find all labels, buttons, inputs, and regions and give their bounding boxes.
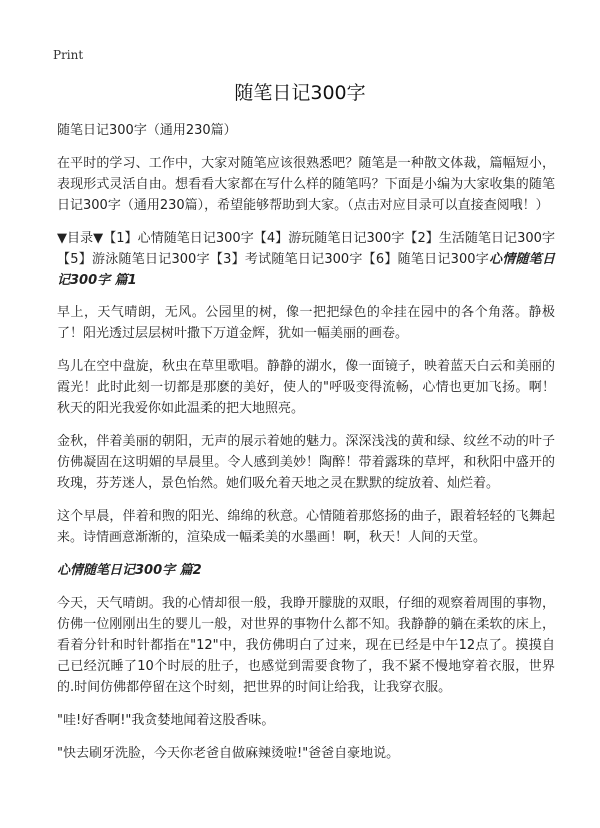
- print-label[interactable]: Print: [53, 48, 84, 62]
- paragraph: 这个早晨，伴着和煦的阳光、绵绵的秋意。心情随着那悠扬的曲子，跟着轻轻的飞舞起来。诗情画意渐渐的，渲染成一幅柔美的水墨画！啊，秋天！人间的天堂。: [57, 509, 555, 545]
- toc-link-2[interactable]: 【2】生活随笔日记300字: [404, 231, 555, 246]
- paragraph: 今天，天气晴朗。我的心情却很一般，我睁开朦胧的双眼，仔细的观察着周围的事物，仿佛一位刚刚出生的婴儿一般，对世界的事物什么都不知。我静静的躺在柔软的床上，看着分针和时针都指在"12"中，我仿佛明白了过来，现在已经是中午12点了。摸摸自己已经沉睡了10个时辰的肚子，也感觉到需要食物了，我不紧不慢地穿着衣服，世界的.时间仿佛都停留在这个时刻，把世界的时间让给我，让我穿衣服。: [57, 596, 555, 695]
- toc-link-4[interactable]: 【4】游玩随笔日记300字: [253, 231, 405, 246]
- section-heading-2: 心情随笔日记300字 篇2: [57, 563, 202, 578]
- article-body: [57, 120, 555, 776]
- paragraph: 金秋，伴着美丽的朝阳，无声的展示着她的魅力。深深浅浅的黄和绿、纹丝不动的叶子仿佛凝固在这明媚的早晨里。令人感到美妙！陶醉！带着露珠的草坪，和秋阳中盛开的玫瑰，芬芳迷人，景色怡然。她们吸允着天地之灵在默默的绽放着、灿烂着。: [57, 434, 555, 491]
- intro-paragraph: 在平时的学习、工作中，大家对随笔应该很熟悉吧？随笔是一种散文体裁，篇幅短小，表现形式灵活自由。想看看大家都在写什么样的随笔吗？下面是小编为大家收集的随笔日记300字（通用230篇），希望能够帮助到大家。（点击对应目录可以直接查阅哦！）: [57, 156, 555, 213]
- paragraph: 鸟儿在空中盘旋，秋虫在草里歌唱。静静的湖水，像一面镜子，映着蓝天白云和美丽的霞光！此时此刻一切都是那麽的美好，使人的"呼吸变得流畅，心情也更加飞扬。啊！秋天的阳光我爱你如此温柔的把大地照亮。: [57, 359, 555, 416]
- article-subtitle: 随笔日记300字（通用230篇）: [57, 123, 237, 138]
- toc-link-5[interactable]: 【5】游泳随笔日记300字: [57, 252, 210, 267]
- paragraph: "快去刷牙洗脸，今天你老爸自做麻辣烫啦!"爸爸自豪地说。: [57, 746, 400, 761]
- table-of-contents: [57, 228, 555, 291]
- section-heading-1: 心情随笔日记300字 篇1: [57, 252, 555, 288]
- page-title: 随笔日记300字: [234, 82, 366, 104]
- toc-link-1[interactable]: 【1】心情随笔日记300字: [103, 231, 254, 246]
- toc-link-6[interactable]: 【6】随笔日记300字: [362, 252, 489, 267]
- toc-lead: ▼目录▼: [57, 231, 104, 246]
- paragraph: 早上，天气晴朗，无风。公园里的树，像一把把绿色的伞挂在园中的各个角落。静极了！阳光透过层层树叶撒下万道金辉，犹如一幅美丽的画卷。: [57, 305, 555, 341]
- paragraph: "哇!好香啊!"我贪婪地闻着这股香味。: [57, 713, 275, 728]
- toc-link-3[interactable]: 【3】考试随笔日记300字: [209, 252, 363, 267]
